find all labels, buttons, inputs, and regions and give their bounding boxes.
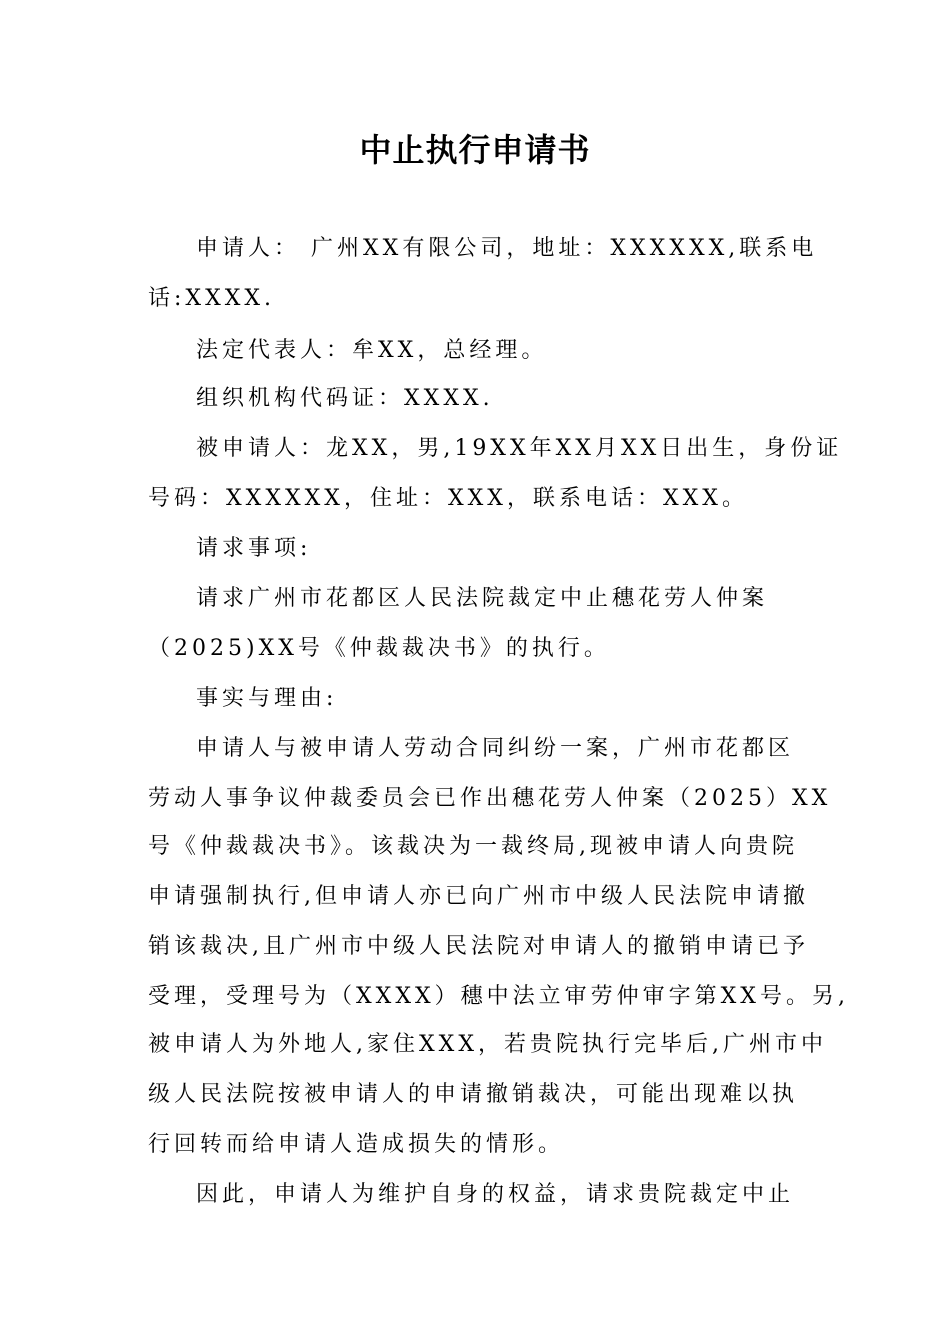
- applicant-line: 申请人： 广州XX有限公司，地址：XXXXXX,联系电: [196, 236, 818, 261]
- facts-heading: 事实与理由:: [196, 686, 338, 711]
- facts-text-line-3: 号《仲裁裁决书》。该裁决为一裁终局,现被申请人向贵院: [148, 834, 798, 859]
- request-heading: 请求事项:: [196, 536, 312, 561]
- facts-text-line-7: 被申请人为外地人,家住XXX，若贵院执行完毕后,广州市中: [148, 1032, 827, 1057]
- facts-text-line-1: 申请人与被申请人劳动合同纠纷一案，广州市花都区: [196, 736, 795, 761]
- facts-text-line-6: 受理，受理号为（XXXX）穗中法立审劳仲审字第XX号。另,: [148, 984, 849, 1009]
- conclusion-text-line-1: 因此，申请人为维护自身的权益，请求贵院裁定中止: [196, 1182, 795, 1207]
- organization-code-line: 组织机构代码证：XXXX.: [196, 386, 494, 411]
- request-text-line-1: 请求广州市花都区人民法院裁定中止穗花劳人仲案: [196, 586, 769, 611]
- respondent-id-line: 号码：XXXXXX，住址：XXX，联系电话：XXX。: [148, 486, 748, 511]
- request-text-line-2: （2025)XX号《仲裁裁决书》的执行。: [148, 636, 610, 661]
- facts-text-line-2: 劳动人事争议仲裁委员会已作出穗花劳人仲案（2025）XX: [148, 786, 832, 811]
- document-title: 中止执行申请书: [359, 131, 591, 169]
- facts-text-line-8: 级人民法院按被申请人的申请撤销裁决，可能出现难以执: [148, 1082, 799, 1107]
- respondent-line: 被申请人：龙XX，男,19XX年XX月XX日出生，身份证: [196, 436, 843, 461]
- facts-text-line-4: 申请强制执行,但申请人亦已向广州市中级人民法院申请撤: [148, 884, 809, 909]
- facts-text-line-9: 行回转而给申请人造成损失的情形。: [148, 1132, 565, 1157]
- applicant-phone-line: 话:XXXX.: [148, 286, 276, 311]
- legal-representative-line: 法定代表人：牟XX，总经理。: [196, 338, 548, 363]
- facts-text-line-5: 销该裁决,且广州市中级人民法院对申请人的撤销申请已予: [148, 934, 809, 959]
